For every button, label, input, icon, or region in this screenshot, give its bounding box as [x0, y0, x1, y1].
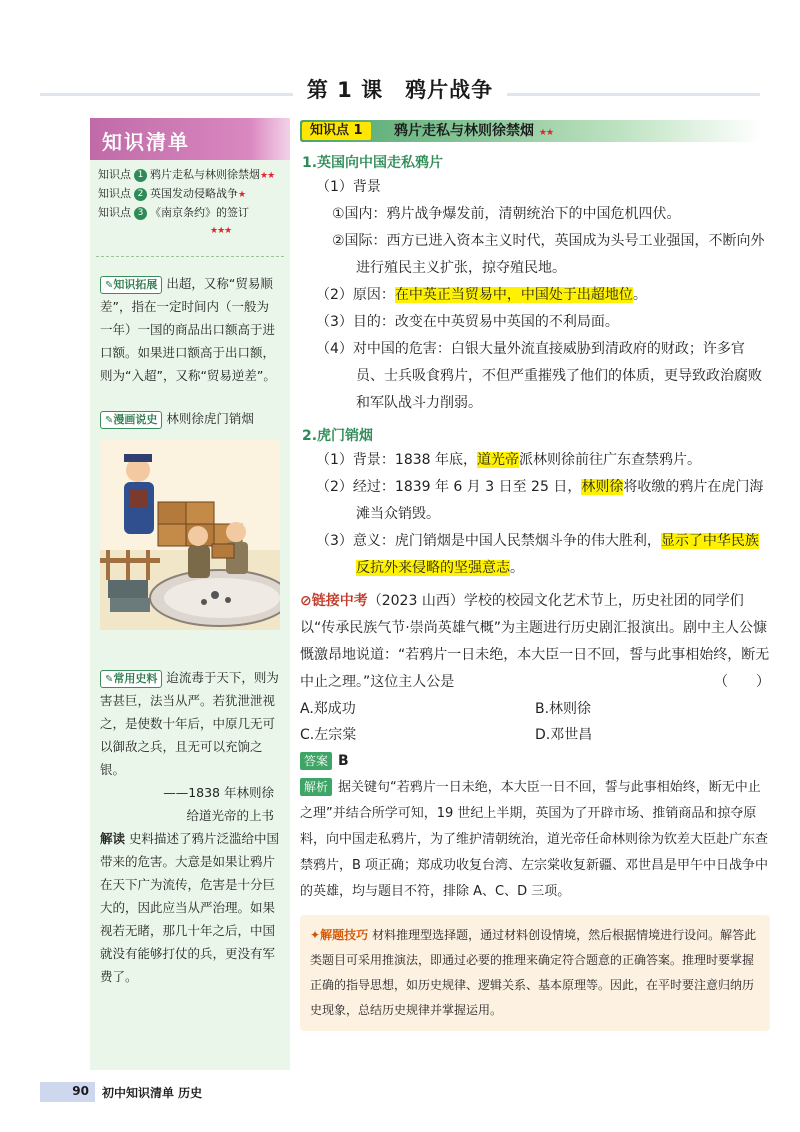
harm: （4）对中国的危害：白银大量外流直接威胁到清政府的财政；许多官员、士兵吸食鸦片，不但严重摧残了他们的体质，更导致政治腐败和军队战斗力削弱。 — [316, 341, 762, 411]
book-icon: ✎ — [105, 415, 114, 426]
source-citation-1: ——1838 年林则徐 — [163, 785, 274, 800]
comic-tag: ✎漫画说史 — [100, 411, 162, 429]
star-rating: ★★ — [260, 171, 275, 181]
answer-options — [300, 696, 770, 748]
source-citation-2: 给道光帝的上书 — [186, 808, 274, 823]
answer: 答案 B — [300, 748, 770, 775]
exam-question: ⊘链接中考（2023 山西）学校的校园文化艺术节上，历史社团的同学们以“传承民族气节·崇尚英雄气概”为主题进行历史剧汇报演出。剧中主人公慷慨激昂地说道：“若鸦片一日未绝，本大臣一日不回，誓与此事相始终，断无中止之理。”这位主人公是 （ ） — [300, 588, 770, 696]
knowledge-list-item: 知识点 2 英国发动侵略战争★ — [98, 187, 246, 200]
option-d: D.邓世昌 — [535, 727, 593, 743]
comic-illustration — [100, 440, 280, 630]
highlight: 显示了中华民族反抗外来侵略的坚强意志 — [356, 533, 759, 576]
link-icon: ⊘ — [300, 593, 312, 609]
comic-section: ✎漫画说史 林则徐虎门销烟 — [90, 401, 290, 430]
book-icon: ✎ — [105, 674, 114, 685]
lightbulb-icon: ✦ — [310, 928, 321, 942]
number-badge: 3 — [134, 207, 147, 220]
lesson-title-area — [0, 70, 800, 106]
interpretation-label: 解读 — [100, 831, 126, 846]
analysis-tag: 解析 — [300, 778, 332, 796]
international-background: ②国际：西方已进入资本主义时代，英国成为头号工业强国，不断向外进行殖民主义扩张，掠夺殖民地。 — [332, 233, 765, 276]
page-footer — [40, 1082, 260, 1102]
section-title-2: 2.虎门销烟 — [302, 428, 374, 444]
lesson-title: 第 1 课 鸦片战争 — [0, 74, 800, 104]
number-badge: 2 — [134, 188, 147, 201]
humen-process: （2）经过：1839 年 6 月 3 日至 25 日，林则徐将收缴的鸦片在虎门海滩当众销毁。 — [316, 479, 764, 522]
link-exam-tag: ⊘链接中考 — [300, 593, 368, 609]
option-b: B.林则徐 — [535, 701, 592, 717]
knowledge-point-header — [300, 118, 770, 144]
kp-tag: 知识点 1 — [302, 122, 371, 140]
kp-title: 鸦片走私与林则徐禁烟 ★★ — [394, 123, 554, 139]
knowledge-list-item: 知识点 1 鸦片走私与林则徐禁烟★★ — [98, 168, 275, 181]
answer-blank: （ ） — [714, 674, 770, 690]
option-a: A.郑成功 — [300, 701, 356, 717]
knowledge-list-header: 知识清单 — [90, 118, 290, 160]
book-icon: ✎ — [105, 280, 114, 291]
knowledge-list-item: 知识点 3 《南京条约》的签订 ★★★ — [98, 206, 249, 236]
analysis: 解析 据关键句“若鸦片一日未绝，本大臣一日不回，誓与此事相始终，断无中止之理”并结合所学可知，19 世纪上半期，英国为了开辟市场、推销商品和掠夺原料，向中国走私鸦片，为了维护清朝统治，道光帝任命林则徐为钦差大臣赴广东查禁鸦片，B 项正确；郑成功收复台湾、左宗棠收复新疆、邓世昌是甲午中日战争中的英雄，均与题目不符，排除 A、C、D 三项。 — [300, 780, 769, 899]
sidebar — [90, 118, 290, 1070]
background-label: （1）背景 — [316, 179, 381, 195]
humen-background: （1）背景：1838 年底，道光帝派林则徐前往广东查禁鸦片。 — [316, 452, 701, 468]
answer-tag: 答案 — [300, 752, 332, 770]
solving-tip-box: ✦解题技巧 材料推理型选择题，通过材料创设情境，然后根据情境进行设问。解答此类题目可采用推演法，即通过必要的推理来确定符合题意的正确答案。推理时要掌握正确的指导思想，如历史规律、逻辑关系、基本原理等。因此，在平时要注意归纳历史现象，总结历史规律并掌握运用。 — [300, 915, 770, 1031]
humen-significance: （3）意义：虎门销烟是中国人民禁烟斗争的伟大胜利，显示了中华民族反抗外来侵略的坚强意志。 — [316, 533, 759, 576]
star-rating: ★★★ — [210, 226, 232, 236]
source-tag: ✎常用史料 — [100, 670, 162, 688]
highlight: 道光帝 — [477, 452, 519, 468]
extension-tag: ✎知识拓展 — [100, 276, 162, 294]
historical-source: ✎常用史料 迨流毒于天下，则为害甚巨，法当从严。若犹泄泄视之，是使数十年后，中原几无可以御敌之兵，且无可以充饷之银。 ——1838 年林则徐 给道光帝的上书 解读 史料描述了鸦片泛滥给中国带来的危害。大意是如果让鸦片在天下广为流传，危害是十分巨大的，因此应当从严治理。如果视若无睹，那几十年之后，中国就没有能够打仗的兵，更没有军费了。 — [90, 660, 290, 988]
book-title: 初中知识清单 历史 — [102, 1086, 203, 1100]
page-number: 90 — [40, 1082, 95, 1102]
cause: （2）原因：在中英正当贸易中，中国处于出超地位。 — [316, 287, 647, 303]
highlight: 在中英正当贸易中，中国处于出超地位 — [394, 287, 633, 303]
number-badge: 1 — [134, 169, 147, 182]
main-content — [300, 118, 770, 1031]
highlight: 林则徐 — [581, 479, 624, 495]
option-c: C.左宗棠 — [300, 727, 357, 743]
knowledge-extension: ✎知识拓展 出超，又称“贸易顺差”，指在一定时间内（一般为一年）一国的商品出口额高于进口额。如果进口额高于出口额，则为“入超”，又称“贸易逆差”。 — [100, 276, 276, 383]
domestic-background: ①国内：鸦片战争爆发前，清朝统治下的中国危机四伏。 — [332, 206, 681, 222]
tip-tag: ✦解题技巧 — [310, 928, 369, 942]
section-title-1: 1.英国向中国走私鸦片 — [302, 155, 444, 171]
humen-opium-burning-illustration — [100, 440, 280, 630]
star-rating: ★ — [238, 190, 246, 200]
purpose: （3）目的：改变在中英贸易中英国的不利局面。 — [316, 314, 619, 330]
star-rating: ★★ — [538, 128, 554, 138]
sidebar-divider — [96, 256, 284, 258]
knowledge-list — [90, 160, 290, 248]
interpretation: 解读 史料描述了鸦片泛滥给中国带来的危害。大意是如果让鸦片在天下广为流传，危害是十分巨大的，因此应当从严治理。如果视若无睹，那几十年之后，中国就没有能够打仗的兵，更没有军费了。 — [100, 831, 280, 984]
